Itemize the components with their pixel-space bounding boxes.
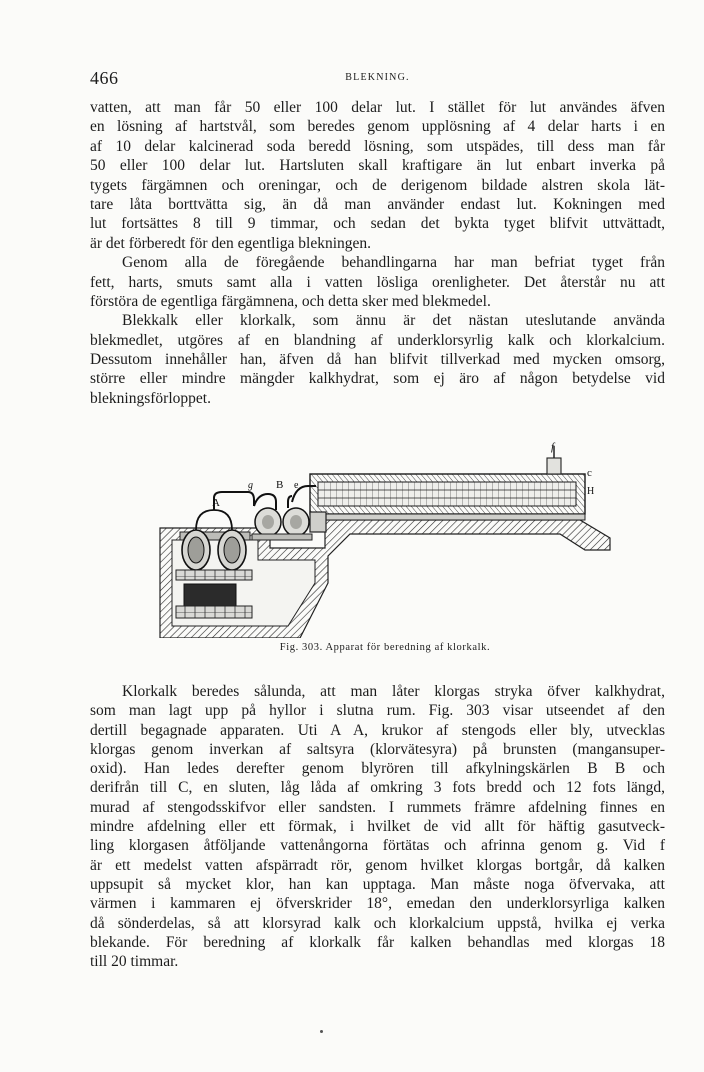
text-line: är det förberedt för den egentliga blekningen.	[90, 234, 372, 252]
text-line: derifrån till C, en sluten, låg låda af omkring 3 fots bredd och 12 fots längd,	[90, 779, 665, 797]
text-line: af 10 delar kalcinerad soda beredd lösning, som utspädes, till dess man får	[90, 137, 665, 155]
text-line: murad af stengodsskifvor eller sandsten. I rummets främre afdelning finnes en	[90, 798, 665, 816]
text-line: Klorkalk beredes sålunda, att man låter klorgas stryka öfver kalkhydrat,	[122, 683, 665, 700]
label-b: B	[276, 479, 284, 491]
text-line: blekande. För beredning af klorkalk får kalken behandlas med klorgas 18	[90, 933, 665, 951]
chamber-c	[310, 474, 585, 520]
text-line: blekningsförloppet.	[90, 389, 211, 407]
text-line: uppsupit så mycket klor, han kan upptaga. Man måste noga öfvervaka, att	[90, 875, 665, 893]
text-line: då sönderdelas, så att klorsyrad kalk och klorkalcium uppstå, hvilka ej verka	[90, 914, 665, 932]
text-line: Blekkalk eller klorkalk, som ännu är det nästan uteslutande använda	[122, 312, 665, 330]
figure-caption: Fig. 303. Apparat för beredning af klorkalk.	[279, 642, 491, 653]
text-line: större eller mindre mängder kalkhydrat, som ej äro af någon betydelse vid	[90, 370, 665, 388]
text-line: 50 eller 100 delar lut. Hartsluten skall kraftigare än lut enbart inverka på	[90, 157, 665, 175]
label-c: c	[587, 467, 592, 479]
text-block-bottom	[90, 682, 665, 971]
text-line: blekmedlet, utgöres af en blandning af underklorsyrlig kalk och klorkalcium.	[90, 331, 665, 349]
text-line: vatten, att man får 50 eller 100 delar lut. I stället för lut användes äfven	[90, 99, 665, 116]
text-line: förstöra de egentliga färgämnena, och detta sker med blekmedel.	[90, 292, 491, 310]
text-line: dertill begagnade apparaten. Uti A A, krukor af stengods eller bly, utvecklas	[90, 721, 665, 739]
figure-apparatus	[150, 438, 620, 638]
text-line: klorgas genom inverkan af saltsyra (klorvätesyra) på brunsten (mangansuper-	[90, 740, 665, 758]
lead-pipes	[214, 486, 316, 510]
text-line: värmen i kammaren ej öfverskrider 18°, emedan den underklorsyrliga kalken	[90, 895, 665, 913]
text-block-top	[90, 98, 665, 408]
text-line: en lösning af hartstvål, som beredes genom upplösning af 4 delar harts i en	[90, 118, 665, 136]
page-number: 466	[90, 68, 119, 88]
text-line: Dessutom innehåller han, äfven då han blifvit tillverkad med mycken omsorg,	[90, 351, 665, 369]
text-line: tygets färgämnen och oreningar, och de derigenom bildade alstren skola lät-	[90, 176, 665, 194]
print-speck	[320, 1030, 323, 1033]
running-head: BLEKNING.	[345, 72, 410, 83]
text-line: fett, harts, smuts samt alla i vatten lösliga orenligheter. Det återstår nu att	[90, 273, 665, 291]
text-line: oxid). Han ledes derefter genom blyrören till afkylningskärlen B B och	[90, 760, 665, 778]
label-e: e	[294, 480, 299, 491]
label-g: g	[248, 480, 253, 491]
text-line: tare låta borttvätta sig, än då man använder endast lut. Kokningen med	[90, 195, 665, 213]
label-f: f	[551, 441, 555, 453]
label-a: A	[212, 497, 220, 509]
label-h: H	[587, 486, 595, 497]
text-line: lut fortsättes 8 till 9 timmar, och sedan det bykta tyget blifvit uttvättadt,	[90, 215, 665, 233]
apparatus-illustration	[150, 438, 620, 638]
text-line: ling klorgasen åtföljande vattenångorna förtätas och afrinna genom g. Vid f	[90, 837, 665, 855]
page-header	[90, 68, 665, 90]
text-line: är ett medelst vatten afspärradt rör, genom hvilket klorgas bortgår, då kalken	[90, 856, 665, 874]
text-line: som man lagt upp på hyllor i slutna rum. Fig. 303 visar utseendet af den	[90, 702, 665, 720]
text-line: mindre afdelning eller ett förmak, i hvilket de vid allt för häftig gasutveck-	[90, 818, 665, 836]
text-line: Genom alla de föregående behandlingarna har man befriat tyget från	[122, 254, 665, 272]
text-line: till 20 timmar.	[90, 953, 179, 971]
